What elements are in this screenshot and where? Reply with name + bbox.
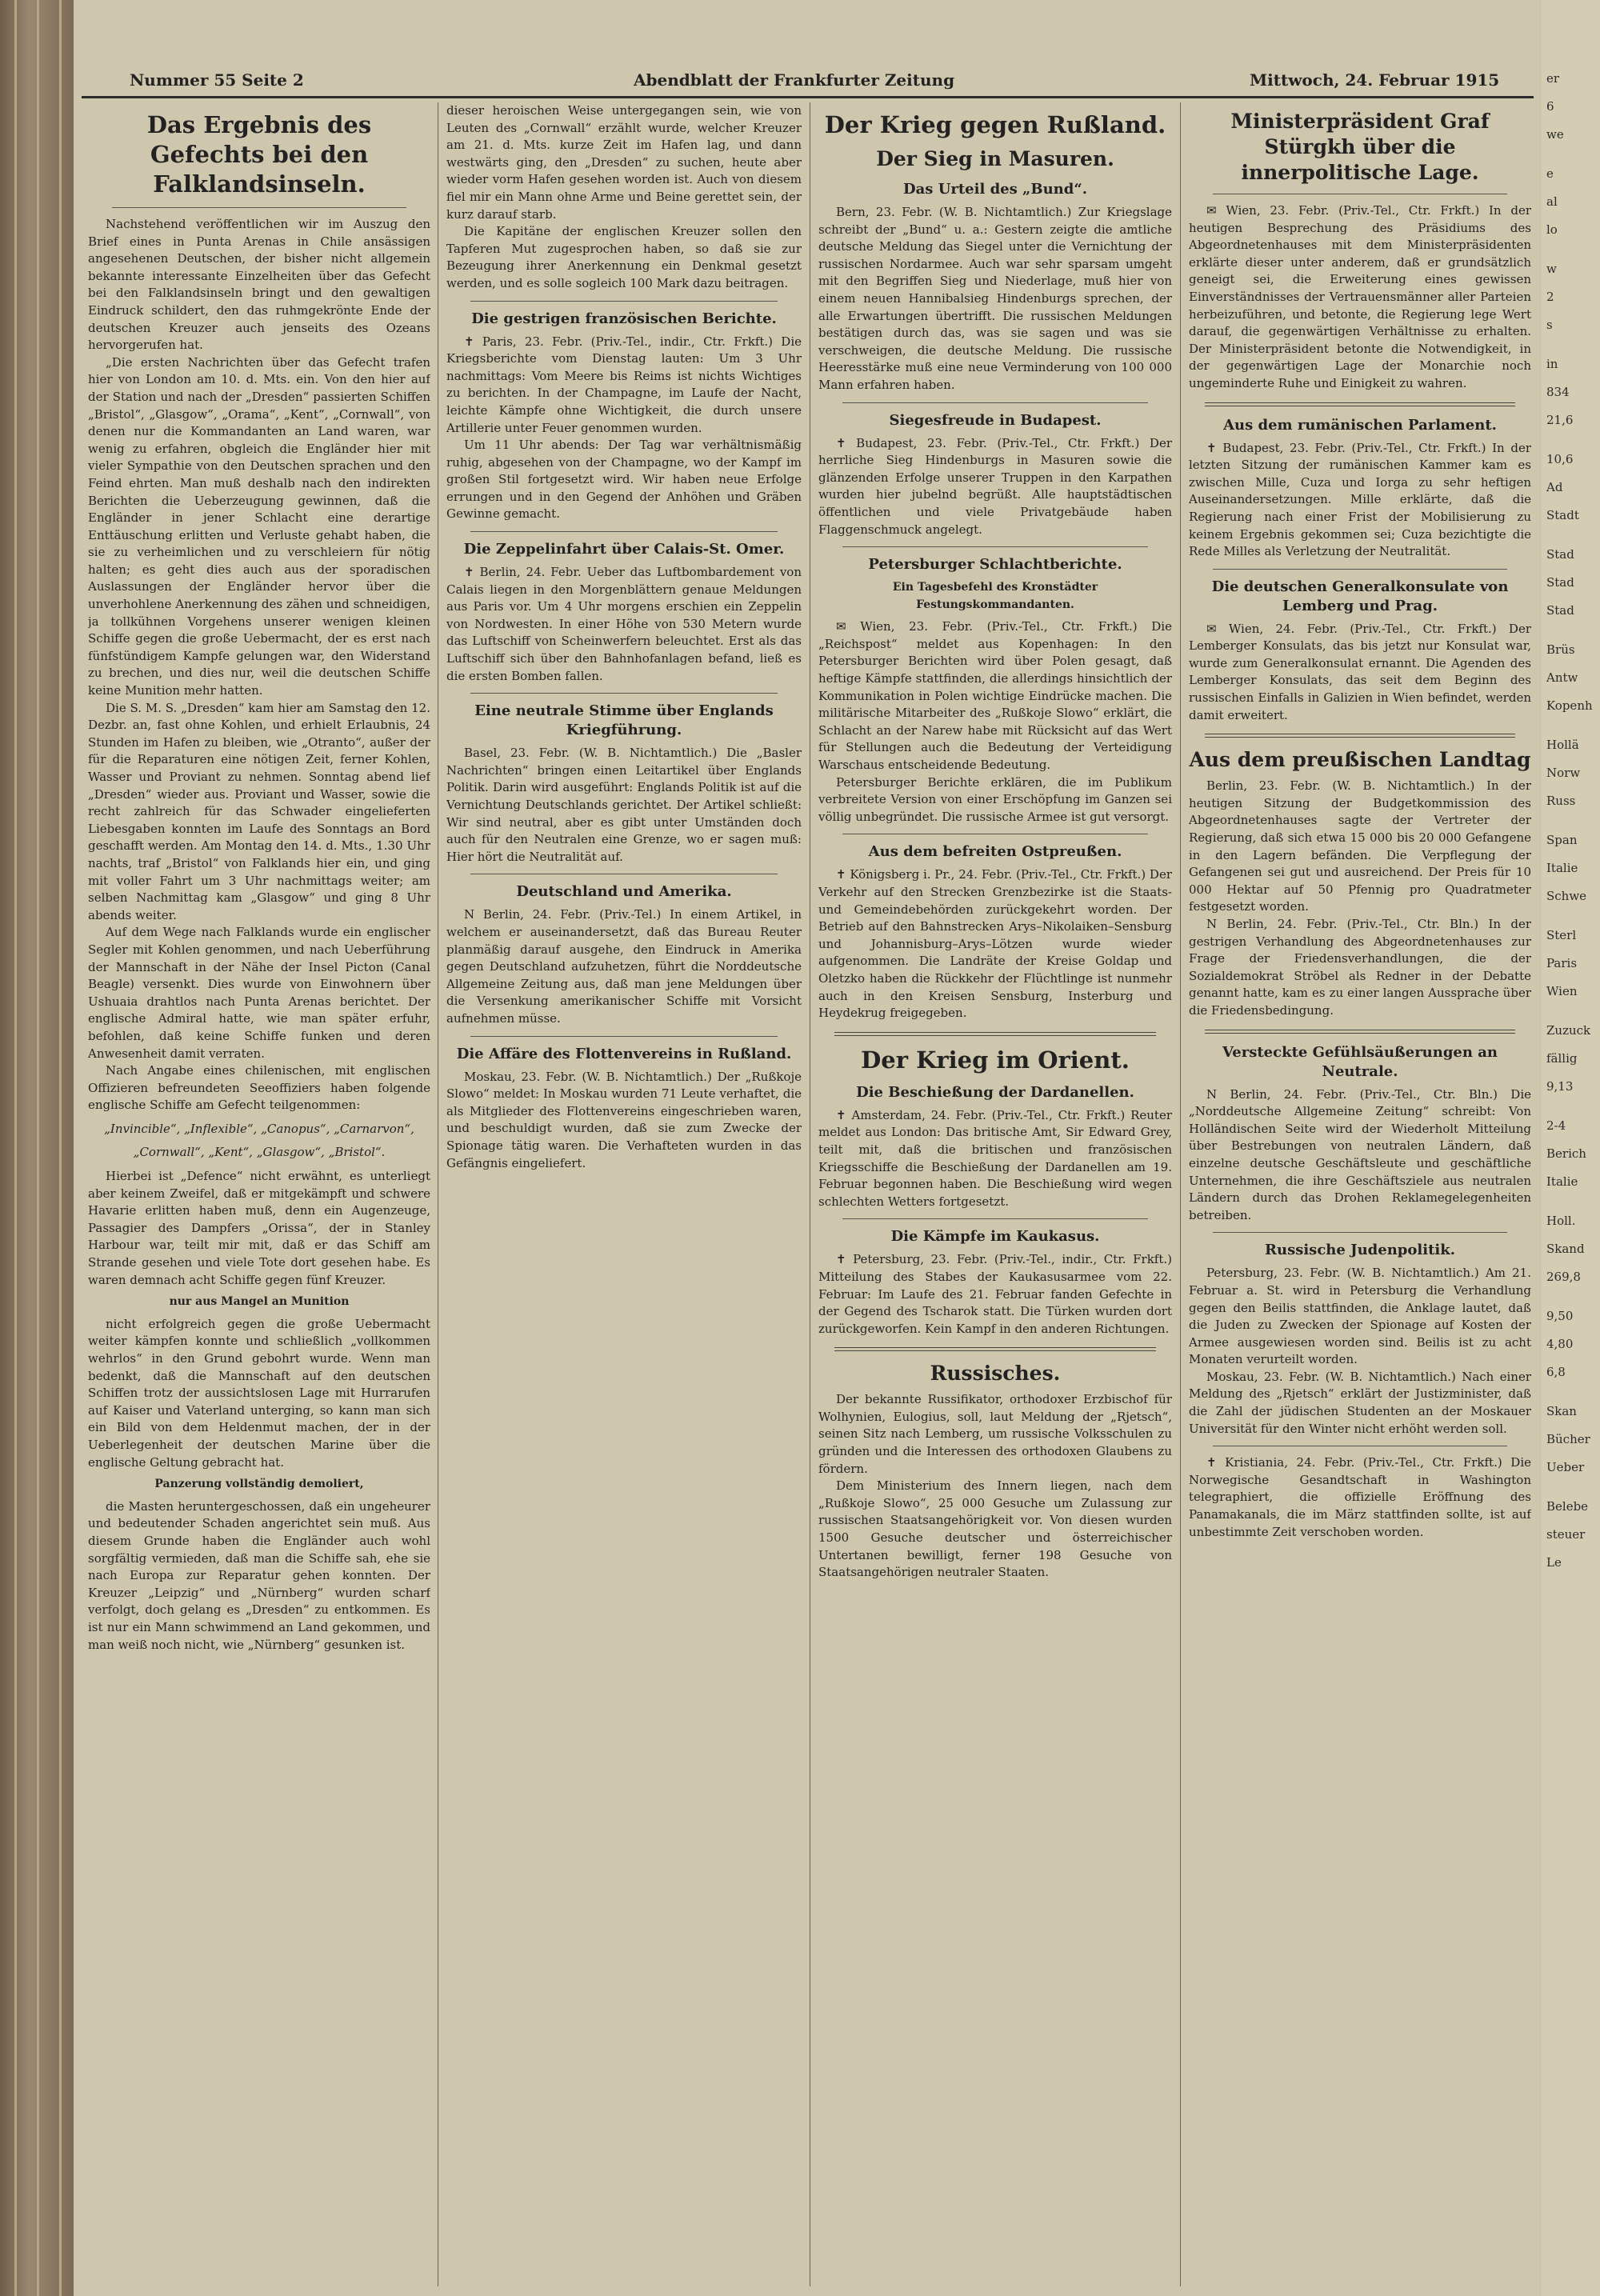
article-heading: Russische Judenpolitik.: [1265, 1242, 1455, 1259]
subheading: nur aus Mangel an Munition: [169, 1295, 350, 1309]
edge-text-fragment: Skand: [1546, 1242, 1585, 1256]
paragraph: Moskau, 23. Febr. (W. B. Nichtamtlich.) Nach einer Meldung des „Rjetsch“ erklärt der Justizminister, daß die Zahl der jüdischen Studenten an der Moskauer Universität für den Winter nicht erhöht werden soll.: [1189, 1369, 1531, 1436]
paragraph: Basel, 23. Febr. (W. B. Nichtamtlich.) Die „Basler Nachrichten“ bringen einen Leitartikel über Englands Politik. Darin wird ausgeführt: Englands Politik ist auf die Vernichtung Deutschlands gerichtet. Der Artikel schließt: Wir sind neutral, aber es gibt unter Umständen doch auch für den Neutralen eine Grenze, wo er sagen muß: Hier hört die Neutralität auf.: [446, 746, 802, 864]
edge-text-fragment: Belebe: [1546, 1499, 1589, 1514]
edge-text-fragment: 2: [1546, 290, 1554, 304]
paragraph: Der bekannte Russifikator, orthodoxer Erzbischof für Wolhynien, Eulogius, soll, laut Meldung der „Rjetsch“, seinen Sitz nach Lemberg, um russische Volksschulen zu gründen und die Interessen des orthodoxen Glaubens zu fördern.: [818, 1392, 1172, 1476]
edge-text-fragment: Stad: [1546, 547, 1574, 562]
paragraph: Um 11 Uhr abends: Der Tag war verhältnismäßig ruhig, abgesehen von der Champagne, wo der Kampf im großen Stil fortgesetzt wird. Wir haben neue Erfolge errungen und in den Gegend der Anhöhen und Gräben Gewinne gemacht.: [446, 438, 802, 522]
paragraph: Nachstehend veröffentlichen wir im Auszug den Brief eines in Punta Arenas in Chile ansässigen angesehenen Deutschen, der bisher nicht allgemein bekannte interessante Einzelheiten über das Gefecht bei den Falklandsinseln bringt und den gewaltigen Eindruck schildert, den das ruhmgekrönte Ende der deutschen Kreuzer auch jenseits des Ozeans hervorgerufen hat.: [88, 217, 430, 353]
article-heading: Die Kämpfe im Kaukasus.: [890, 1228, 1100, 1246]
column-rule: [1180, 102, 1181, 2286]
paragraph: ✝ Amsterdam, 24. Febr. (Priv.-Tel., Ctr. Frkft.) Reuter meldet aus London: Das britische Amt, Sir Edward Grey, teilt mit, daß die britischen und französischen Kriegsschiffe die Beschießung der Dardanellen am 19. Februar begonnen haben. Die Beschießung wird wegen schlechten Wetters fortgesetzt.: [818, 1107, 1172, 1209]
edge-text-fragment: Stad: [1546, 603, 1574, 618]
edge-text-fragment: Bücher: [1546, 1432, 1590, 1446]
edge-text-fragment: Stadt: [1546, 508, 1579, 522]
article-heading: Deutschland und Amerika.: [516, 883, 732, 901]
edge-text-fragment: Schwe: [1546, 889, 1587, 903]
page-number: Nummer 55 Seite 2: [130, 70, 304, 90]
edge-text-fragment: Holl.: [1546, 1214, 1576, 1228]
divider: [842, 1218, 1148, 1219]
edge-text-fragment: s: [1546, 318, 1553, 332]
edge-text-fragment: Zuzuck: [1546, 1023, 1591, 1038]
article-heading: Aus dem befreiten Ostpreußen.: [868, 843, 1122, 861]
section-title: Der Krieg im Orient.: [861, 1046, 1130, 1074]
paragraph: dieser heroischen Weise untergegangen sein, wie von Leuten des „Cornwall“ erzählt wurde, welcher Kreuzer am 21. d. Mts. kurze Zeit im Hafen lag, und dann westwärts ging, den „Dresden“ zu suchen, heute aber wieder vorm Hafen gesehen worden ist. Auch von diesem fiel mir ein Mann ohne Arme und Beine gerettet sein, der kurz darauf starb.: [446, 103, 802, 222]
edge-text-fragment: 2-4: [1546, 1118, 1566, 1133]
paragraph: ✝ Königsberg i. Pr., 24. Febr. (Priv.-Tel., Ctr. Frkft.) Der Verkehr auf den Strecken Grenzbezirke ist die Staats- und Gemeindebehörden zurückgekehrt worden. Der Betrieb auf den Bahnstrecken Arys–Nikolaiken–Sensburg und Johannisburg–Arys–Lötzen wurde wieder aufgenommen. Die Landräte der Kreise Goldap und Oletzko haben die Rückkehr der Flüchtlinge ist nunmehr auch in den Kreisen Sensburg, Insterburg und Heydekrug freigegeben.: [818, 867, 1172, 1021]
edge-text-fragment: Stad: [1546, 575, 1574, 590]
article-title: Ministerpräsident Graf Stürgkh über die innerpolitische Lage.: [1230, 110, 1490, 184]
edge-text-fragment: 6: [1546, 99, 1554, 114]
section-title: Russisches.: [930, 1362, 1061, 1386]
edge-text-fragment: steuer: [1546, 1527, 1586, 1542]
edge-text-fragment: Skan: [1546, 1404, 1577, 1418]
paragraph: Nach Angabe eines chilenischen, mit englischen Offizieren befreundeten Seeoffiziers haben folgende englische Schiffe am Gefecht teilgenommen:: [88, 1063, 430, 1113]
paragraph: ✝ Kristiania, 24. Febr. (Priv.-Tel., Ctr. Frkft.) Die Norwegische Gesandtschaft in Washington telegraphiert, die offizielle Eröffnung des Panamakanals, die im März stattfinden sollte, ist auf unbestimmte Zeit verschoben worden.: [1189, 1455, 1531, 1539]
edge-fragments: [1542, 0, 1600, 1571]
edge-text-fragment: Berich: [1546, 1146, 1586, 1161]
edge-text-fragment: Italie: [1546, 861, 1578, 875]
edge-text-fragment: Kopenh: [1546, 698, 1593, 713]
edge-text-fragment: Norw: [1546, 766, 1581, 780]
masthead-rule: [82, 96, 1534, 98]
edge-text-fragment: Sterl: [1546, 928, 1577, 942]
article-heading: Die Zeppelinfahrt über Calais-St. Omer.: [463, 541, 785, 558]
double-divider: [1205, 1030, 1515, 1034]
divider: [470, 301, 778, 302]
article-heading: Die Beschießung der Dardanellen.: [856, 1083, 1134, 1101]
ship-list: „Cornwall“, „Kent“, „Glasgow“, „Bristol“.: [133, 1145, 386, 1160]
edge-text-fragment: Le: [1546, 1555, 1562, 1570]
paragraph: N Berlin, 24. Febr. (Priv.-Tel., Ctr. Bln.) In der gestrigen Verhandlung des Abgeordnetenhauses zur Frage der Friedensverhandlungen, die der Sozialdemokrat Ströbel als Redner in der Debatte genannt hatte, kam es zu einer langen Aussprache über die Friedensbedingung.: [1189, 917, 1531, 1018]
paragraph: ✝ Berlin, 24. Febr. Ueber das Luftbombardement von Calais liegen in den Morgenblättern genaue Meldungen aus Paris vor. Um 4 Uhr morgens erschien ein Zeppelin von Nordwesten. In einer Höhe von 530 Metern wurde das Luftschiff von Scheinwerfern beleuchtet. Erst als das Luftschiff sich über den Bahnhofanlagen befand, ließ es die ersten Bomben fallen.: [446, 565, 802, 683]
edge-text-fragment: Paris: [1546, 956, 1578, 970]
edge-text-fragment: er: [1546, 71, 1560, 86]
article-heading: Die deutschen Generalkonsulate von Lemberg und Prag.: [1211, 578, 1509, 614]
paragraph: ✉ Wien, 24. Febr. (Priv.-Tel., Ctr. Frkft.) Der Lemberger Konsulats, das bis jetzt nur Konsulat war, wurde zum Generalkonsulat ernannt. Die Agenden des Lemberger Konsulats, das seit dem Beginn des russischen Einfalls in Galizien in Wien befindet, werden damit erweitert.: [1189, 621, 1531, 722]
edge-text-fragment: Wien: [1546, 984, 1578, 998]
paragraph: Auf dem Wege nach Falklands wurde ein englischer Segler mit Kohlen genommen, und nach Ueberführung der Mannschaft in der Nähe der Insel Picton (Canal Beagle) versenkt. Dies wurde von Einwohnern über Ushuaia drahtlos nach Punta Arenas berichtet. Der englische Admiral hatte, wie man später erfuhr, befohlen, daß keine Schiffe funken und deren Anwesenheit damit verraten.: [88, 925, 430, 1061]
paragraph: Hierbei ist „Defence“ nicht erwähnt, es unterliegt aber keinem Zweifel, daß er mitgekämpft und schwere Havarie erlitten haben muß, denn ein Augenzeuge, Passagier des Dampfers „Orissa“, der in Stanley Harbour war, teilt mir mit, daß er das Schiff am Strande gesehen und viele Tote dort gesehen habe. Es waren demnach acht Schiffe gegen fünf Kreuzer.: [88, 1169, 430, 1287]
paragraph: ✉ Wien, 23. Febr. (Priv.-Tel., Ctr. Frkft.) In der heutigen Besprechung des Präsidiums des Abgeordnetenhauses mit dem Ministerpräsidenten erklärte dieser unter anderem, daß er grundsätzlich geneigt sei, die Erweiterung eines gewissen Einverständnisses der Vertrauensmänner aller Parteien herbeizuführen, und betonte, die Regierung lege Wert darauf, die gegenwärtigen Verhältnisse zu erhalten. Der Ministerpräsident betonte die Notwendigkeit, in der gegenwärtigen Lage der Monarchie noch ungeminderte Ruhe und Einigkeit zu wahren.: [1189, 203, 1531, 390]
paragraph: N Berlin, 24. Febr. (Priv.-Tel., Ctr. Bln.) Die „Norddeutsche Allgemeine Zeitung“ schreibt: Von Holländischen Seite wird der Wiederholt Mitteilung über Bestrebungen von neutralen Ländern, daß einzelne deutsche Geschäftsleute und geschäftliche Unternehmen, die ihre Geschäftsziele aus neutralen Ländern durch das Drohen Reklamegelegenheiten betreiben.: [1189, 1086, 1531, 1222]
edge-text-fragment: 21,6: [1546, 413, 1574, 427]
paragraph: ✝ Paris, 23. Febr. (Priv.-Tel., indir., Ctr. Frkft.) Die Kriegsberichte vom Dienstag lauten: Um 3 Uhr nachmittags: Vom Meere bis Reims ist nichts Wichtiges zu berichten. In der Champagne, im Laufe der Nacht, leichte Kämpfe ohne Wichtigkeit, die durch unsere Artillerie unter Feuer genommen wurden.: [446, 334, 802, 435]
paragraph: ✉ Wien, 23. Febr. (Priv.-Tel., Ctr. Frkft.) Die „Reichspost“ meldet aus Kopenhagen: In den Petersburger Berichten wird über Polen gesagt, daß heftige Kämpfe stattfinden, die allerdings hinsichtlich der Kommunikation in Polen wichtige Eindrücke machen. Die militärische Mitarbeiter des „Rußkoje Slowo“ erklärt, die Schlacht an der Narew habe mit Rücksicht auf das Wert für Stellungen auch die Bedeutung der Verteidigung Warschaus entscheidende Bedeutung.: [818, 619, 1172, 773]
divider: [1213, 1232, 1507, 1233]
column-1: [88, 102, 430, 2294]
issue-date: Mittwoch, 24. Februar 1915: [1250, 70, 1500, 90]
double-divider: [1205, 402, 1515, 406]
double-divider: [834, 1032, 1156, 1036]
edge-text-fragment: 269,8: [1546, 1270, 1581, 1284]
paragraph: Petersburg, 23. Febr. (W. B. Nichtamtlich.) Am 21. Februar a. St. wird in Petersburg die Verhandlung gegen den Beilis stattfinden, die Anklage lautet, daß die Juden zu Zwecken der Spionage auf Kosten der Armee ausgewiesen worden sind. Beilis ist zu acht Monaten verurteilt worden.: [1189, 1266, 1531, 1367]
paragraph: die Masten heruntergeschossen, daß ein ungeheurer und bedeutender Schaden angerichtet sein muß. Aus diesem Grunde haben die Engländer auch wohl sorgfältig vermieden, daß man die Schiffe sah, ehe sie nach Europa zur Reparatur gehen konnten. Der Kreuzer „Leipzig“ und „Nürnberg“ wurden scharf verfolgt, doch gelang es „Dresden“ zu entkommen. Es ist nur ein Mann schwimmend an Land gekommen, und man weiß noch nicht, wie „Nürnberg“ gesunken ist.: [88, 1498, 430, 1652]
divider: [842, 402, 1148, 403]
paragraph: Dem Ministerium des Innern liegen, nach dem „Rußkoje Slowo“, 25 000 Gesuche um Zulassung zur russischen Staatsangehörigkeit vor. Von diesen wurden 1500 Gesuche deutscher und österreichischer Untertanen bewilligt, ferner 198 Gesuche von Staatsangehörigen neutraler Staaten.: [818, 1478, 1172, 1580]
book-binding: [0, 0, 74, 2296]
paragraph: Berlin, 23. Febr. (W. B. Nichtamtlich.) In der heutigen Sitzung der Budgetkommission des Abgeordnetenhauses sagte der Vertreter der Regierung, daß sich etwa 15 000 bis 20 000 Gefangene in den Lagern befänden. Die Verpflegung der Gefangenen sei gut und ausreichend. Der Preis für 10 000 Hektar auf 50 Pfennig pro Quadratmeter festgesetzt worden.: [1189, 778, 1531, 914]
newspaper-name: Abendblatt der Frankfurter Zeitung: [634, 70, 955, 90]
subheading: Ein Tagesbefehl des Kronstädter Festungskommandanten.: [892, 581, 1098, 611]
article-heading: Eine neutrale Stimme über Englands Kriegführung.: [474, 702, 774, 739]
edge-text-fragment: 6,8: [1546, 1365, 1566, 1379]
divider: [470, 531, 778, 532]
article-title: Das Ergebnis des Gefechts bei den Falklandsinseln.: [146, 111, 372, 198]
edge-text-fragment: al: [1546, 194, 1558, 209]
article-heading: Das Urteil des „Bund“.: [903, 181, 1087, 198]
paragraph: Die S. M. S. „Dresden“ kam hier am Samstag den 12. Dezbr. an, fast ohne Kohlen, und erhielt Erlaubnis, 24 Stunden im Hafen zu bleiben, wie „Otranto“, außer der für die Reparaturen eine nötigen Zeit, ferner Kohlen, Wasser und Proviant zu nehmen. Sonntag abend lief „Dresden“ wieder aus. Proviant und Wasser, sowie die recht zahlreich für das Schwader eingelieferten Liebesgaben konnten im Laufe des Sonntags an Bord geschafft werden. Am Montag den 14. d. Mts., 1.30 Uhr nachts, traf „Bristol“ von Falklands hier ein, und ging mit voller Fahrt um 3 Uhr nachmittags weiter; am selben Nachmittag kam „Glasgow“ und ging 8 Uhr abends weiter.: [88, 700, 430, 922]
article-title: Der Sieg in Masuren.: [876, 147, 1114, 170]
article-title: Aus dem preußischen Landtag: [1189, 748, 1531, 772]
section-title: Der Krieg gegen Rußland.: [824, 111, 1166, 138]
edge-text-fragment: Brüs: [1546, 642, 1575, 657]
edge-text-fragment: 834: [1546, 385, 1570, 399]
article-heading: Aus dem rumänischen Parlament.: [1223, 416, 1497, 434]
ship-list: „Invincible“, „Inflexible“, „Canopus“, „Carnarvon“,: [104, 1121, 414, 1136]
divider: [842, 546, 1148, 547]
article-heading: Die Affäre des Flottenvereins in Rußland.: [456, 1045, 792, 1062]
next-page-edge: [1542, 0, 1600, 2296]
paragraph: Petersburger Berichte erklären, die im Publikum verbreitete Version von einer Erschöpfung im Ganzen sei völlig unbegründet. Die russische Armee ist gut versorgt.: [818, 774, 1172, 824]
edge-text-fragment: 9,13: [1546, 1079, 1574, 1094]
article-heading: Versteckte Gefühlsäußerungen an Neutrale.: [1222, 1043, 1498, 1080]
paragraph: nicht erfolgreich gegen die große Uebermacht weiter kämpfen konnte und schließlich „vollkommen wehrlos“ in den Grund gebohrt wurde. Wenn man bedenkt, daß die Mannschaft auf den deutschen Schiffen trotz der aussichtslosen Lage mit Hurrarufen auf Kaiser und Vaterland unterging, so kann man sich ein Bild von dem Heldenmut machen, der in der Ueberlegenheit der deutschen Marine über die englische Geltung gebracht hat.: [88, 1316, 430, 1470]
edge-text-fragment: Italie: [1546, 1174, 1578, 1189]
edge-text-fragment: lo: [1546, 222, 1558, 237]
double-divider: [834, 1347, 1156, 1351]
edge-text-fragment: w: [1546, 262, 1557, 276]
edge-text-fragment: Ad: [1546, 480, 1563, 494]
column-2: [446, 102, 802, 2294]
edge-text-fragment: in: [1546, 357, 1558, 371]
paragraph: Die Kapitäne der englischen Kreuzer sollen den Tapferen Mut zugesprochen haben, so daß sie zur Bezeugung ihrer Anerkennung ein Denkmal gesetzt werden, und es solle sogleich 100 Mark dazu beitragen.: [446, 224, 802, 290]
divider: [470, 693, 778, 694]
edge-text-fragment: e: [1546, 166, 1554, 181]
double-divider: [1205, 734, 1515, 738]
subheading: Panzerung vollständig demoliert,: [154, 1478, 364, 1491]
newspaper-page: [74, 0, 1542, 2296]
edge-text-fragment: we: [1546, 127, 1564, 142]
paragraph: N Berlin, 24. Febr. (Priv.-Tel.) In einem Artikel, in welchem er auseinandersetzt, daß das Bureau Reuter planmäßig darauf ausgehe, den Eindruck in Amerika gegen Deutschland aufzuhetzen, führt die Norddeutsche Allgemeine Zeitung aus, daß man jene Meldungen über die Versenkung amerikanischer Schiffe mit Vorsicht aufnehmen müsse.: [446, 907, 802, 1026]
column-3: [818, 102, 1172, 2294]
edge-text-fragment: Span: [1546, 833, 1578, 847]
divider: [112, 207, 406, 208]
divider: [470, 1036, 778, 1037]
edge-text-fragment: Antw: [1546, 670, 1578, 685]
edge-text-fragment: fällig: [1546, 1051, 1578, 1066]
edge-text-fragment: Russ: [1546, 794, 1576, 808]
paragraph: ✝ Budapest, 23. Febr. (Priv.-Tel., Ctr. Frkft.) In der letzten Sitzung der rumänischen Kammer kam es zwischen Mille, Cuza und Iorga zu sehr heftigen Auseinandersetzungen. Mille erklärte, daß die Regierung nach einer Frist der Mobilisierung zu keinem Ergebnis gekommen sei; Cuza bezichtigte die Rede Milles als Verletzung der Neutralität.: [1189, 440, 1531, 559]
edge-text-fragment: Ueber: [1546, 1460, 1585, 1474]
column-4: [1189, 102, 1531, 2294]
paragraph: Bern, 23. Febr. (W. B. Nichtamtlich.) Zur Kriegslage schreibt der „Bund“ u. a.: Gestern zeigte die amtliche deutsche Meldung das Siegel unter die Vernichtung der russischen Nordarmee. Auch war sehr sparsam umgeht mit den Begriffen Sieg und Niederlage, muß hier von einem neuen Hannibalsieg Hindenburgs sprechen, der alle Erwartungen übertrifft. Die russischen Meldungen bestätigen durch das, was sie sagen und was sie verschweigen, die deutsche Meldung. Die russische Heeresstärke muß eine neue Verminderung von 100 000 Mann erfahren haben.: [818, 205, 1172, 392]
paragraph: Moskau, 23. Febr. (W. B. Nichtamtlich.) Der „Rußkoje Slowo“ meldet: In Moskau wurden 71 Leute verhaftet, die als Mitglieder des Flottenvereins eingeschrieben waren, und beschuldigt wurden, daß sie zum Zwecke der Spionage tätig waren. Die Verhafteten wurden in das Gefängnis eingeliefert.: [446, 1069, 802, 1170]
divider: [1213, 569, 1507, 570]
paragraph: „Die ersten Nachrichten über das Gefecht trafen hier von London am 10. d. Mts. ein. Von den hier auf der Station und nach der „Dresden“ passierten Schiffen „Bristol“, „Glasgow“, „Orama“, „Kent“, „Cornwall“, von denen nur die Kommandanten an Land waren, war wenig zu erfahren, obgleich die Engländer hier mit vieler Sympathie von den Deutschen sprachen und den Feind ehrten. Man muß deshalb nach den indirekten Berichten die Ueberzeugung gewinnen, daß die Engländer in jener Schlacht eine derartige Enttäuschung erlitten und Verluste gehabt haben, die sie zu verheimlichen und zu verschleiern für nötig halten; es geht dies auch aus der sporadischen Auslassungen der Engländer hervor über die unverhohlene Anerkennung des zähen und schneidigen, ja tollkühnen Vorgehens unserer wenigen kleinen Schiffe gegen die große Uebermacht, der es erst nach fünfstündigem Kampfe gelungen war, den Widerstand zu brechen, und dies nur, weil die deutschen Schiffe keine Munition mehr hatten.: [88, 354, 430, 698]
edge-text-fragment: 9,50: [1546, 1309, 1574, 1323]
article-heading: Die gestrigen französischen Berichte.: [471, 310, 777, 327]
paragraph: ✝ Petersburg, 23. Febr. (Priv.-Tel., indir., Ctr. Frkft.) Mitteilung des Stabes der Kaukasusarmee vom 22. Februar: Im Laufe des 21. Februar fanden Gefechte in der Gegend des Tscharok statt. Die Türken wurden dort zurückgeworfen. Kein Kampf in den anderen Richtungen.: [818, 1252, 1172, 1336]
article-heading: Siegesfreude in Budapest.: [889, 411, 1102, 429]
edge-text-fragment: Hollä: [1546, 738, 1579, 752]
paragraph: ✝ Budapest, 23. Febr. (Priv.-Tel., Ctr. Frkft.) Der herrliche Sieg Hindenburgs in Masuren sowie die glänzenden Erfolge unserer Truppen in den Karpathen wurden hier jubelnd begrüßt. Alle hauptstädtischen öffentlichen und viele Privatgebäude haben Flaggenschmuck angelegt.: [818, 435, 1172, 537]
masthead: [74, 70, 1542, 96]
edge-text-fragment: 10,6: [1546, 452, 1574, 466]
article-heading: Petersburger Schlachtberichte.: [868, 556, 1122, 574]
edge-text-fragment: 4,80: [1546, 1337, 1574, 1351]
